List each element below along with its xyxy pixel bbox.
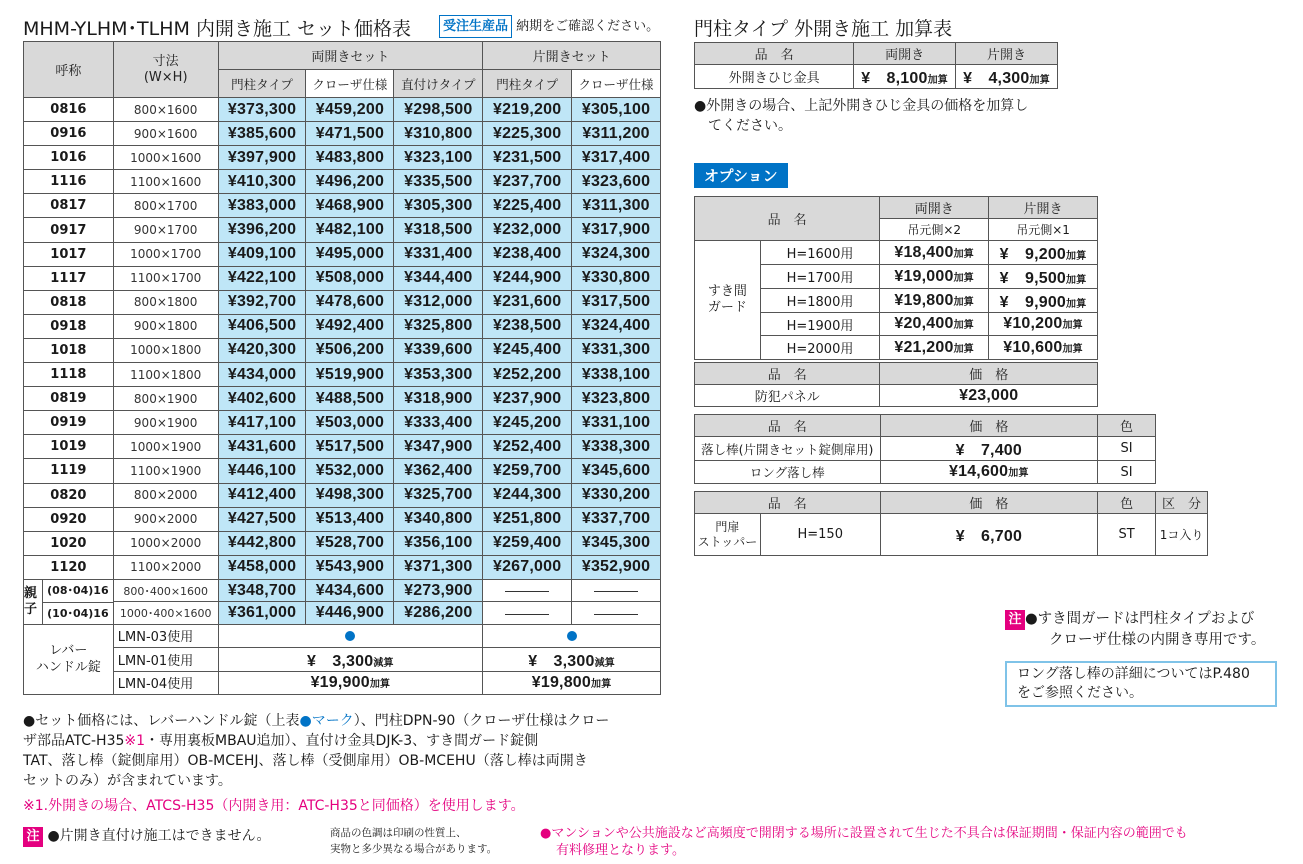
price-cell: ¥259,700 bbox=[483, 459, 572, 483]
sub-header: クローザ仕様 bbox=[572, 70, 661, 98]
row-code: 0820 bbox=[24, 483, 114, 507]
gap-row bbox=[695, 241, 1098, 265]
col-name-header: 呼称 bbox=[24, 42, 114, 98]
warranty-note: ●マンションや公共施設など高頻度で開閉する場所に設置されて生じた不具合は保証期間・保証内容の範囲でも 有料修理となります。 bbox=[540, 826, 1188, 858]
row-size: 900×1700 bbox=[113, 218, 218, 242]
price-cell: ¥543,900 bbox=[306, 555, 394, 579]
price-cell: ¥459,200 bbox=[306, 98, 394, 122]
price-cell: ¥492,400 bbox=[306, 314, 394, 338]
price-cell: ¥337,700 bbox=[572, 507, 661, 531]
row-code: 0817 bbox=[24, 194, 114, 218]
gap-h-single-sub: 吊元側×1 bbox=[989, 219, 1098, 241]
made-to-order-badge: 受注生産品 bbox=[439, 15, 512, 38]
row-size: 1100×1600 bbox=[113, 170, 218, 194]
price-cell: ¥483,800 bbox=[306, 146, 394, 170]
bolt-row bbox=[695, 437, 1156, 461]
oyako-size: 800･400×1600 bbox=[113, 579, 218, 602]
outer-h-double: 両開き bbox=[854, 43, 956, 65]
row-size: 900×1800 bbox=[113, 314, 218, 338]
gap-double-price: ¥19,800加算 bbox=[880, 289, 989, 313]
price-cell: ¥385,600 bbox=[218, 122, 306, 146]
table-row bbox=[24, 459, 661, 483]
price-cell: ¥305,100 bbox=[572, 98, 661, 122]
oyako-label: 親子 bbox=[24, 580, 43, 624]
table-row bbox=[24, 435, 661, 459]
gap-label: すき間 ガード bbox=[695, 241, 761, 360]
stopper-unit: 1コ入り bbox=[1156, 514, 1208, 556]
stopper-color: ST bbox=[1098, 514, 1156, 556]
row-code: 1019 bbox=[24, 435, 114, 459]
table-row bbox=[24, 531, 661, 555]
price-cell: ¥495,000 bbox=[306, 242, 394, 266]
sub-header: クローザ仕様 bbox=[306, 70, 394, 98]
price-cell: ¥252,400 bbox=[483, 435, 572, 459]
no-price-dash bbox=[505, 614, 549, 615]
stopper-table bbox=[694, 491, 1208, 556]
price-cell: ¥252,200 bbox=[483, 363, 572, 387]
price-cell: ¥458,000 bbox=[218, 555, 306, 579]
table-row bbox=[24, 122, 661, 146]
price-cell: ¥347,900 bbox=[394, 435, 483, 459]
panel-h-price: 価 格 bbox=[880, 363, 1098, 385]
row-code: 1017 bbox=[24, 242, 114, 266]
gap-h-double-sub: 吊元側×2 bbox=[880, 219, 989, 241]
gap-h-double: 両開き bbox=[880, 197, 989, 219]
price-cell: ¥273,900 bbox=[394, 579, 483, 602]
table-row bbox=[24, 218, 661, 242]
price-cell: ¥506,200 bbox=[306, 338, 394, 362]
lever-model: LMN-04使用 bbox=[113, 671, 218, 694]
outer-item-name: 外開きひじ金具 bbox=[695, 65, 854, 89]
table-row bbox=[24, 290, 661, 314]
oyako-size: 1000･400×1600 bbox=[113, 602, 218, 625]
table-row bbox=[24, 387, 661, 411]
row-code: 1119 bbox=[24, 459, 114, 483]
price-cell: ¥345,600 bbox=[572, 459, 661, 483]
stopper-height: H=150 bbox=[760, 514, 880, 556]
price-cell: ¥323,600 bbox=[572, 170, 661, 194]
price-cell: ¥412,400 bbox=[218, 483, 306, 507]
no-price-dash bbox=[594, 614, 638, 615]
bolt-name: 落し棒(片開きセット錠側扉用) bbox=[695, 437, 881, 461]
price-cell: ¥488,500 bbox=[306, 387, 394, 411]
price-cell: ¥325,700 bbox=[394, 483, 483, 507]
price-cell: ¥373,300 bbox=[218, 98, 306, 122]
lever-model: LMN-01使用 bbox=[113, 647, 218, 671]
oyako-row bbox=[24, 602, 661, 625]
price-cell: ¥237,700 bbox=[483, 170, 572, 194]
price-cell: ¥339,600 bbox=[394, 338, 483, 362]
table-row bbox=[24, 146, 661, 170]
price-cell: ¥406,500 bbox=[218, 314, 306, 338]
price-cell: ¥259,400 bbox=[483, 531, 572, 555]
row-code: 1020 bbox=[24, 531, 114, 555]
main-price-table bbox=[23, 41, 661, 695]
price-cell: ¥371,300 bbox=[394, 555, 483, 579]
table-row bbox=[24, 170, 661, 194]
bolt-row bbox=[695, 461, 1156, 484]
price-cell: ¥434,600 bbox=[306, 579, 394, 602]
row-size: 800×1700 bbox=[113, 194, 218, 218]
price-cell: ¥225,400 bbox=[483, 194, 572, 218]
table-row bbox=[24, 242, 661, 266]
stopper-h-color: 色 bbox=[1098, 492, 1156, 514]
gap-double-price: ¥20,400加算 bbox=[880, 313, 989, 336]
table-row bbox=[24, 555, 661, 579]
row-size: 1100×2000 bbox=[113, 555, 218, 579]
price-cell: ¥362,400 bbox=[394, 459, 483, 483]
price-cell: ¥356,100 bbox=[394, 531, 483, 555]
price-cell: ¥225,300 bbox=[483, 122, 572, 146]
price-cell: ¥317,900 bbox=[572, 218, 661, 242]
price-cell: ¥422,100 bbox=[218, 266, 306, 290]
row-code: 1118 bbox=[24, 363, 114, 387]
bolt-price: ¥14,600加算 bbox=[880, 461, 1098, 484]
lever-double-price: ¥19,900加算 bbox=[218, 671, 483, 694]
price-cell: ¥238,400 bbox=[483, 242, 572, 266]
outer-table bbox=[694, 42, 1058, 89]
row-code: 0818 bbox=[24, 290, 114, 314]
row-code: 0916 bbox=[24, 122, 114, 146]
price-cell: ¥311,200 bbox=[572, 122, 661, 146]
row-code: 0920 bbox=[24, 507, 114, 531]
gap-height: H=1700用 bbox=[760, 265, 880, 289]
price-cell: ¥238,500 bbox=[483, 314, 572, 338]
row-code: 1117 bbox=[24, 266, 114, 290]
price-cell: ¥324,400 bbox=[572, 314, 661, 338]
row-code: 1116 bbox=[24, 170, 114, 194]
stopper-h-price: 価 格 bbox=[880, 492, 1098, 514]
price-cell: ¥442,800 bbox=[218, 531, 306, 555]
badge-area bbox=[439, 15, 659, 36]
price-cell: ¥431,600 bbox=[218, 435, 306, 459]
outer-note: ●外開きの場合、上記外開きひじ金具の価格を加算し てください。 bbox=[694, 98, 1029, 134]
price-cell: ¥427,500 bbox=[218, 507, 306, 531]
row-size: 1100×1800 bbox=[113, 363, 218, 387]
gap-height: H=1800用 bbox=[760, 289, 880, 313]
panel-price: ¥23,000 bbox=[880, 385, 1098, 407]
row-size: 800×1900 bbox=[113, 387, 218, 411]
gap-guard-note: 注 ●すき間ガードは門柱タイプおよび クローザ仕様の内開き専用です。 bbox=[1005, 609, 1265, 650]
price-cell: ¥503,000 bbox=[306, 411, 394, 435]
row-size: 1000×1800 bbox=[113, 338, 218, 362]
oyako-row bbox=[24, 579, 661, 602]
oyako-cell: 親子 (08･04)16 (10･04)16 bbox=[24, 579, 114, 624]
row-size: 800×1800 bbox=[113, 290, 218, 314]
price-cell: ¥317,500 bbox=[572, 290, 661, 314]
row-size: 1000×1700 bbox=[113, 242, 218, 266]
price-cell: ¥532,000 bbox=[306, 459, 394, 483]
long-bolt-note: ロング落し棒の詳細についてはP.480 をご参照ください。 bbox=[1005, 661, 1277, 707]
price-cell: ¥344,400 bbox=[394, 266, 483, 290]
row-code: 1018 bbox=[24, 338, 114, 362]
price-cell: ¥251,800 bbox=[483, 507, 572, 531]
lever-single-price: ¥ 3,300減算 bbox=[483, 647, 661, 671]
gap-single-price: ¥10,600加算 bbox=[989, 336, 1098, 359]
price-cell: ¥298,500 bbox=[394, 98, 483, 122]
table-row bbox=[24, 266, 661, 290]
option-heading: オプション bbox=[694, 163, 788, 188]
price-cell: ¥244,300 bbox=[483, 483, 572, 507]
gap-single-price: ¥10,200加算 bbox=[989, 313, 1098, 336]
gap-h-single: 片開き bbox=[989, 197, 1098, 219]
lever-double-price: ¥ 3,300減算 bbox=[218, 647, 483, 671]
lever-label: レバー ハンドル錠 bbox=[24, 624, 114, 694]
outer-h-single: 片開き bbox=[956, 43, 1058, 65]
outer-h-name: 品 名 bbox=[695, 43, 854, 65]
stopper-name: 門扉 ストッパー bbox=[695, 514, 761, 556]
gap-double-price: ¥18,400加算 bbox=[880, 241, 989, 265]
table-row bbox=[24, 314, 661, 338]
row-code: 0819 bbox=[24, 387, 114, 411]
bolt-name: ロング落し棒 bbox=[695, 461, 881, 484]
price-cell: ¥498,300 bbox=[306, 483, 394, 507]
row-code: 0919 bbox=[24, 411, 114, 435]
price-cell: ¥392,700 bbox=[218, 290, 306, 314]
bolt-h-name: 品 名 bbox=[695, 415, 881, 437]
gap-single-price: ¥ 9,200加算 bbox=[989, 241, 1098, 265]
table-row bbox=[24, 507, 661, 531]
bolt-h-price: 価 格 bbox=[880, 415, 1098, 437]
price-cell: ¥417,100 bbox=[218, 411, 306, 435]
row-size: 900×1900 bbox=[113, 411, 218, 435]
sub-header: 直付けタイプ bbox=[394, 70, 483, 98]
price-cell: ¥402,600 bbox=[218, 387, 306, 411]
table-row bbox=[24, 363, 661, 387]
price-cell: ¥310,800 bbox=[394, 122, 483, 146]
price-cell: ¥348,700 bbox=[218, 579, 306, 602]
lever-row bbox=[24, 647, 661, 671]
price-cell: ¥338,100 bbox=[572, 363, 661, 387]
price-cell: ¥245,400 bbox=[483, 338, 572, 362]
row-size: 1000×1600 bbox=[113, 146, 218, 170]
row-size: 1000×2000 bbox=[113, 531, 218, 555]
gap-double-price: ¥21,200加算 bbox=[880, 336, 989, 359]
price-cell: ¥468,900 bbox=[306, 194, 394, 218]
price-cell: ¥305,300 bbox=[394, 194, 483, 218]
price-cell: ¥231,600 bbox=[483, 290, 572, 314]
price-cell: ¥331,100 bbox=[572, 411, 661, 435]
price-cell: ¥338,300 bbox=[572, 435, 661, 459]
bolt-h-color: 色 bbox=[1098, 415, 1156, 437]
included-dot bbox=[567, 631, 577, 641]
no-price-dash bbox=[594, 591, 638, 592]
price-cell: ¥478,600 bbox=[306, 290, 394, 314]
row-code: 1120 bbox=[24, 555, 114, 579]
price-cell: ¥410,300 bbox=[218, 170, 306, 194]
security-panel-table bbox=[694, 362, 1098, 407]
stopper-price: ¥ 6,700 bbox=[880, 514, 1098, 556]
gap-guard-table bbox=[694, 196, 1098, 360]
gap-height: H=2000用 bbox=[760, 336, 880, 359]
row-size: 1100×1900 bbox=[113, 459, 218, 483]
price-cell: ¥396,200 bbox=[218, 218, 306, 242]
caution-tag: 注 bbox=[23, 827, 43, 847]
lever-row bbox=[24, 671, 661, 694]
price-cell: ¥420,300 bbox=[218, 338, 306, 362]
price-cell: ¥383,000 bbox=[218, 194, 306, 218]
price-cell: ¥519,900 bbox=[306, 363, 394, 387]
gap-h-name: 品 名 bbox=[695, 197, 880, 241]
price-cell: ¥496,200 bbox=[306, 170, 394, 194]
gap-single-price: ¥ 9,500加算 bbox=[989, 265, 1098, 289]
price-cell: ¥311,300 bbox=[572, 194, 661, 218]
price-cell: ¥237,900 bbox=[483, 387, 572, 411]
bolt-color: SI bbox=[1098, 461, 1156, 484]
table-row bbox=[24, 194, 661, 218]
row-size: 800×2000 bbox=[113, 483, 218, 507]
price-cell: ¥340,800 bbox=[394, 507, 483, 531]
price-cell: ¥231,500 bbox=[483, 146, 572, 170]
price-cell: ¥333,400 bbox=[394, 411, 483, 435]
main-title-text: MHM-YLHM･TLHM 内開き施工 セット価格表 bbox=[23, 18, 411, 40]
table-row bbox=[24, 98, 661, 122]
price-cell: ¥318,900 bbox=[394, 387, 483, 411]
price-cell: ¥528,700 bbox=[306, 531, 394, 555]
caution-tag: 注 bbox=[1005, 610, 1025, 630]
price-cell: ¥471,500 bbox=[306, 122, 394, 146]
asterisk-note: ※1.外開きの場合、ATCS-H35（内開き用：ATC-H35と同価格）を使用します。 bbox=[23, 798, 525, 814]
price-cell: ¥312,000 bbox=[394, 290, 483, 314]
price-cell: ¥324,300 bbox=[572, 242, 661, 266]
gap-height: H=1900用 bbox=[760, 313, 880, 336]
sub-header: 門柱タイプ bbox=[483, 70, 572, 98]
price-cell: ¥232,000 bbox=[483, 218, 572, 242]
row-size: 800×1600 bbox=[113, 98, 218, 122]
bolt-price: ¥ 7,400 bbox=[880, 437, 1098, 461]
stopper-h-name: 品 名 bbox=[695, 492, 881, 514]
gap-height: H=1600用 bbox=[760, 241, 880, 265]
outer-single-price: ¥ 4,300加算 bbox=[956, 65, 1058, 89]
row-size: 900×1600 bbox=[113, 122, 218, 146]
gap-single-price: ¥ 9,900加算 bbox=[989, 289, 1098, 313]
table-row bbox=[24, 411, 661, 435]
outer-double-price: ¥ 8,100加算 bbox=[854, 65, 956, 89]
price-cell: ¥409,100 bbox=[218, 242, 306, 266]
outer-title: 門柱タイプ 外開き施工 加算表 bbox=[694, 18, 953, 40]
price-cell: ¥434,000 bbox=[218, 363, 306, 387]
table-row bbox=[24, 483, 661, 507]
price-cell: ¥286,200 bbox=[394, 602, 483, 625]
double-set-header: 両開きセット bbox=[218, 42, 483, 70]
row-code: 0918 bbox=[24, 314, 114, 338]
price-cell: ¥446,100 bbox=[218, 459, 306, 483]
single-set-header: 片開きセット bbox=[483, 42, 661, 70]
badge-note: 納期をご確認ください。 bbox=[516, 19, 660, 34]
price-cell: ¥323,800 bbox=[572, 387, 661, 411]
panel-item-name: 防犯パネル bbox=[695, 385, 880, 407]
row-size: 1100×1700 bbox=[113, 266, 218, 290]
price-cell: ¥397,900 bbox=[218, 146, 306, 170]
lever-model: LMN-03使用 bbox=[113, 624, 218, 647]
set-contents-note: ●セット価格には、レバーハンドル錠（上表●マーク）、門柱DPN-90（クローザ仕様はクロー ザ部品ATC-H35※1・専用裏板MBAU追加）、直付け金具DJK-3、すき間ガード錠側 TAT、落し棒（錠側扉用）OB-MCEHJ、落し棒（受側扉用）OB-MCEHU（落し棒は両開き セットのみ）が含まれています。 bbox=[23, 713, 610, 789]
price-cell: ¥446,900 bbox=[306, 602, 394, 625]
bolt-color: SI bbox=[1098, 437, 1156, 461]
sub-header: 門柱タイプ bbox=[218, 70, 306, 98]
price-cell: ¥330,200 bbox=[572, 483, 661, 507]
lever-row bbox=[24, 624, 661, 647]
row-size: 1000×1900 bbox=[113, 435, 218, 459]
row-size: 900×2000 bbox=[113, 507, 218, 531]
price-cell: ¥482,100 bbox=[306, 218, 394, 242]
price-cell: ¥267,000 bbox=[483, 555, 572, 579]
included-dot bbox=[345, 631, 355, 641]
price-cell: ¥361,000 bbox=[218, 602, 306, 625]
price-cell: ¥323,100 bbox=[394, 146, 483, 170]
price-cell: ¥353,300 bbox=[394, 363, 483, 387]
price-cell: ¥335,500 bbox=[394, 170, 483, 194]
color-tone-note: 商品の色調は印刷の性質上、 実物と多少異なる場合があります。 bbox=[330, 827, 498, 855]
price-cell: ¥513,400 bbox=[306, 507, 394, 531]
price-cell: ¥331,400 bbox=[394, 242, 483, 266]
price-cell: ¥244,900 bbox=[483, 266, 572, 290]
row-code: 0917 bbox=[24, 218, 114, 242]
no-single-note: 注 ●片開き直付け施工はできません。 bbox=[23, 825, 271, 847]
price-cell: ¥352,900 bbox=[572, 555, 661, 579]
price-cell: ¥508,000 bbox=[306, 266, 394, 290]
row-code: 1016 bbox=[24, 146, 114, 170]
price-cell: ¥219,200 bbox=[483, 98, 572, 122]
stopper-h-unit: 区 分 bbox=[1156, 492, 1208, 514]
gap-double-price: ¥19,000加算 bbox=[880, 265, 989, 289]
price-cell: ¥318,500 bbox=[394, 218, 483, 242]
col-size-header: 寸法 (W×H) bbox=[113, 42, 218, 98]
drop-bolt-table bbox=[694, 414, 1156, 484]
table-row bbox=[24, 338, 661, 362]
price-cell: ¥325,800 bbox=[394, 314, 483, 338]
lever-single-price: ¥19,800加算 bbox=[483, 671, 661, 694]
price-cell: ¥245,200 bbox=[483, 411, 572, 435]
price-cell: ¥330,800 bbox=[572, 266, 661, 290]
price-cell: ¥317,400 bbox=[572, 146, 661, 170]
panel-h-name: 品 名 bbox=[695, 363, 880, 385]
price-cell: ¥517,500 bbox=[306, 435, 394, 459]
price-cell: ¥345,300 bbox=[572, 531, 661, 555]
main-title bbox=[23, 14, 411, 41]
price-cell: ¥331,300 bbox=[572, 338, 661, 362]
row-code: 0816 bbox=[24, 98, 114, 122]
no-price-dash bbox=[505, 591, 549, 592]
